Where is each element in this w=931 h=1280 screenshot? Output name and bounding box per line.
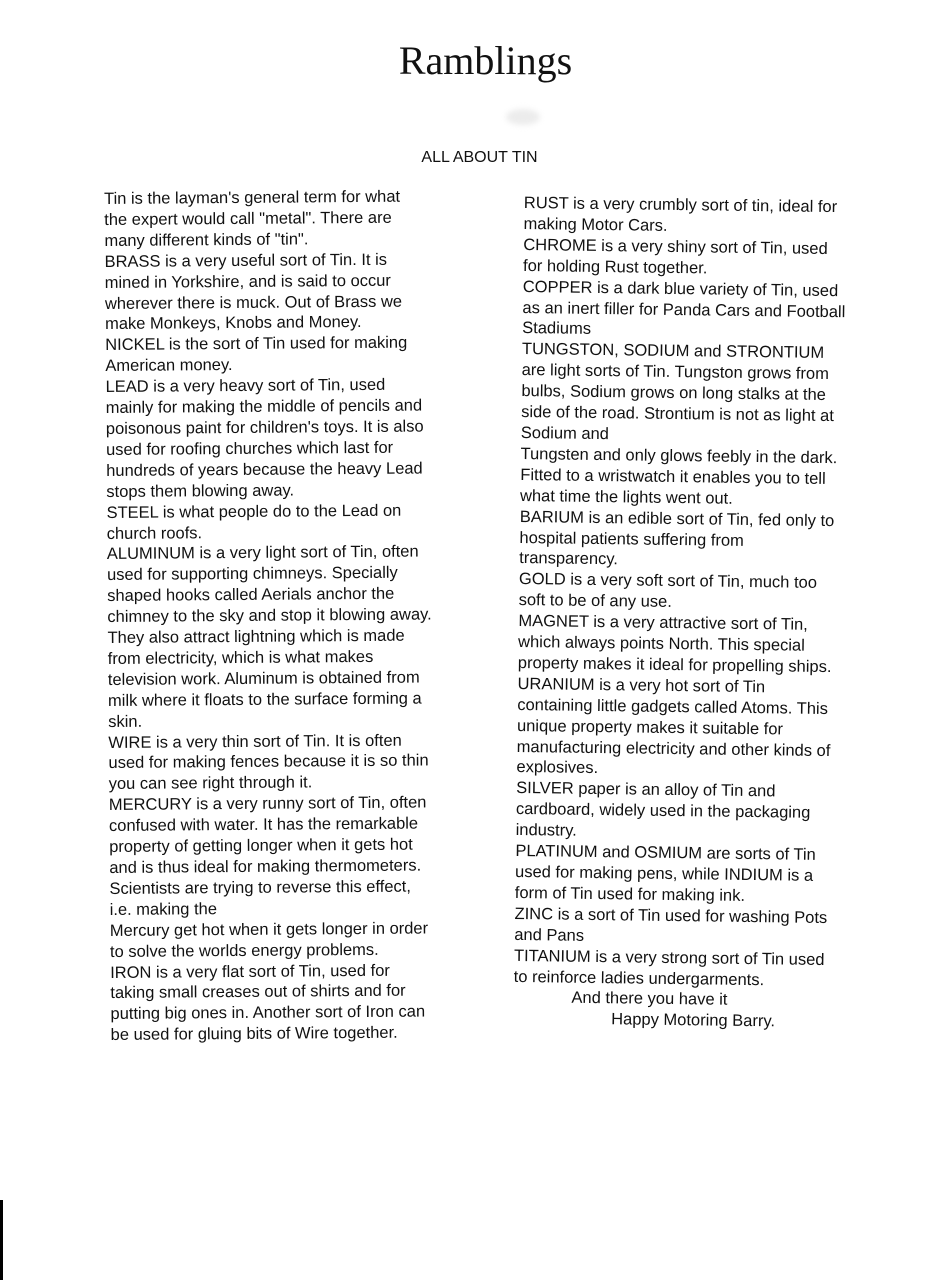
- closing-line: And there you have it: [571, 989, 728, 1010]
- text-line: MERCURY is a very runny sort of Tin, often: [108, 793, 427, 815]
- text-line: poisonous paint for children's toys. It is also: [105, 417, 424, 438]
- text-line: stops them blowing away.: [106, 481, 295, 501]
- text-line: to solve the worlds energy problems.: [109, 940, 379, 961]
- text-line: GOLD is a very soft sort of Tin, much too: [518, 570, 818, 593]
- text-line: ALUMINUM is a very light sort of Tin, often: [106, 542, 419, 564]
- text-line: BRASS is a very useful sort of Tin. It is: [104, 250, 388, 271]
- text-line: TITANIUM is a very strong sort of Tin used: [513, 946, 825, 969]
- text-line: used for roofing churches which last for: [105, 438, 394, 459]
- text-line: Fitted to a wristwatch it enables you to tell: [520, 465, 826, 488]
- text-line: PLATINUM and OSMIUM are sorts of Tin: [515, 842, 816, 864]
- text-line: be used for gluing bits of Wire together.: [110, 1023, 398, 1045]
- text-line: for holding Rust together.: [522, 256, 708, 278]
- text-line: COPPER is a dark blue variety of Tin, used: [522, 277, 839, 300]
- text-line: and Pans: [514, 925, 585, 945]
- scan-smudge: [506, 109, 540, 125]
- text-line: NICKEL is the sort of Tin used for making: [105, 333, 408, 355]
- text-line: containing little gadgets called Atoms. This: [517, 695, 829, 718]
- text-line: Tin is the layman's general term for what: [104, 187, 401, 208]
- text-line: They also attract lightning which is made: [107, 626, 405, 648]
- text-line: chimney to the sky and stop it blowing away.: [107, 605, 432, 627]
- scan-edge-mark: [0, 1200, 3, 1280]
- text-line: which always points North. This special: [518, 632, 805, 655]
- text-line: wherever there is muck. Out of Brass we: [104, 292, 403, 313]
- right-column: [513, 193, 847, 1033]
- text-line: hundreds of years because the heavy Lead: [106, 459, 423, 480]
- text-line: church roofs.: [106, 523, 203, 543]
- text-line: property of getting longer when it gets hot: [109, 835, 413, 857]
- text-line: American money.: [105, 356, 233, 376]
- text-line: LEAD is a very heavy sort of Tin, used: [105, 375, 386, 397]
- text-line: form of Tin used for making ink.: [514, 883, 746, 905]
- text-line: IRON is a very flat sort of Tin, used for: [110, 961, 390, 982]
- text-line: hospital patients suffering from: [519, 528, 744, 550]
- text-line: property makes it ideal for propelling ships.: [517, 653, 832, 677]
- text-line: making Motor Cars.: [523, 214, 668, 235]
- text-line: Scientists are trying to reverse this effect,: [109, 877, 411, 898]
- text-line: manufacturing electricity and other kinds of: [516, 737, 831, 760]
- text-line: Mercury get hot when it gets longer in order: [109, 919, 429, 940]
- text-line: putting big ones in. Another sort of Iron can: [110, 1002, 426, 1024]
- text-line: what time the lights went out.: [519, 486, 733, 508]
- text-line: WIRE is a very thin sort of Tin. It is often: [108, 731, 402, 752]
- text-line: i.e. making the: [109, 899, 218, 919]
- text-line: industry.: [515, 821, 577, 840]
- text-line: Tungsten and only glows feebly in the dark.: [520, 444, 838, 467]
- text-line: CHROME is a very shiny sort of Tin, used: [523, 235, 828, 258]
- text-line: BARIUM is an edible sort of Tin, fed only to: [519, 507, 835, 530]
- text-line: many different kinds of "tin".: [104, 230, 309, 250]
- text-line: used for making fences because it is so thin: [108, 751, 429, 773]
- text-line: taking small creases out of shirts and for: [110, 982, 406, 1003]
- text-line: bulbs, Sodium grows on long stalks at the: [521, 382, 827, 405]
- text-line: shaped hooks called Aerials anchor the: [107, 584, 395, 606]
- text-line: side of the road. Strontium is not as light at: [521, 403, 834, 426]
- text-line: used for supporting chimneys. Specially: [106, 564, 398, 585]
- text-line: make Monkeys, Knobs and Money.: [104, 313, 362, 334]
- text-line: skin.: [108, 712, 143, 731]
- text-line: cardboard, widely used in the packaging: [515, 800, 811, 823]
- text-line: to reinforce ladies undergarments.: [513, 967, 765, 989]
- text-line: STEEL is what people do to the Lead on: [106, 501, 402, 522]
- text-line: mainly for making the middle of pencils and: [105, 396, 423, 418]
- article-subtitle: ALL ABOUT TIN: [421, 149, 538, 166]
- text-line: Stadiums: [522, 319, 592, 339]
- text-line: explosives.: [516, 758, 599, 778]
- text-line: from electricity, which is what makes: [107, 647, 374, 668]
- page-title: Ramblings: [398, 38, 573, 83]
- text-line: unique property makes it suitable for: [516, 716, 784, 739]
- text-line: Sodium and: [520, 423, 610, 444]
- text-line: you can see right through it.: [108, 773, 313, 794]
- text-line: used for making pens, while INDIUM is a: [514, 862, 814, 885]
- signature-line: Happy Motoring Barry.: [611, 1010, 776, 1031]
- text-line: mined in Yorkshire, and is said to occur: [104, 271, 391, 292]
- text-line: as an inert filler for Panda Cars and Football: [522, 298, 846, 321]
- text-line: television work. Aluminum is obtained from: [107, 668, 420, 689]
- text-line: the expert would call "metal". There are: [104, 208, 392, 229]
- text-line: soft to be of any use.: [518, 591, 672, 612]
- text-line: and is thus ideal for making thermometers.: [109, 856, 422, 877]
- text-line: MAGNET is a very attractive sort of Tin,: [518, 612, 808, 634]
- text-line: SILVER paper is an alloy of Tin and: [516, 779, 776, 801]
- left-column: [104, 186, 435, 1046]
- text-line: milk where it floats to the surface forming a: [107, 689, 422, 710]
- text-line: confused with water. It has the remarkable: [108, 814, 419, 836]
- text-line: are light sorts of Tin. Tungston grows from: [521, 361, 829, 384]
- text-line: ZINC is a sort of Tin used for washing Pots: [514, 904, 828, 927]
- text-line: RUST is a very crumbly sort of tin, ideal for: [523, 193, 838, 217]
- text-line: URANIUM is a very hot sort of Tin: [517, 674, 766, 697]
- text-line: transparency.: [519, 549, 619, 569]
- text-line: TUNGSTON, SODIUM and STRONTIUM: [521, 340, 825, 363]
